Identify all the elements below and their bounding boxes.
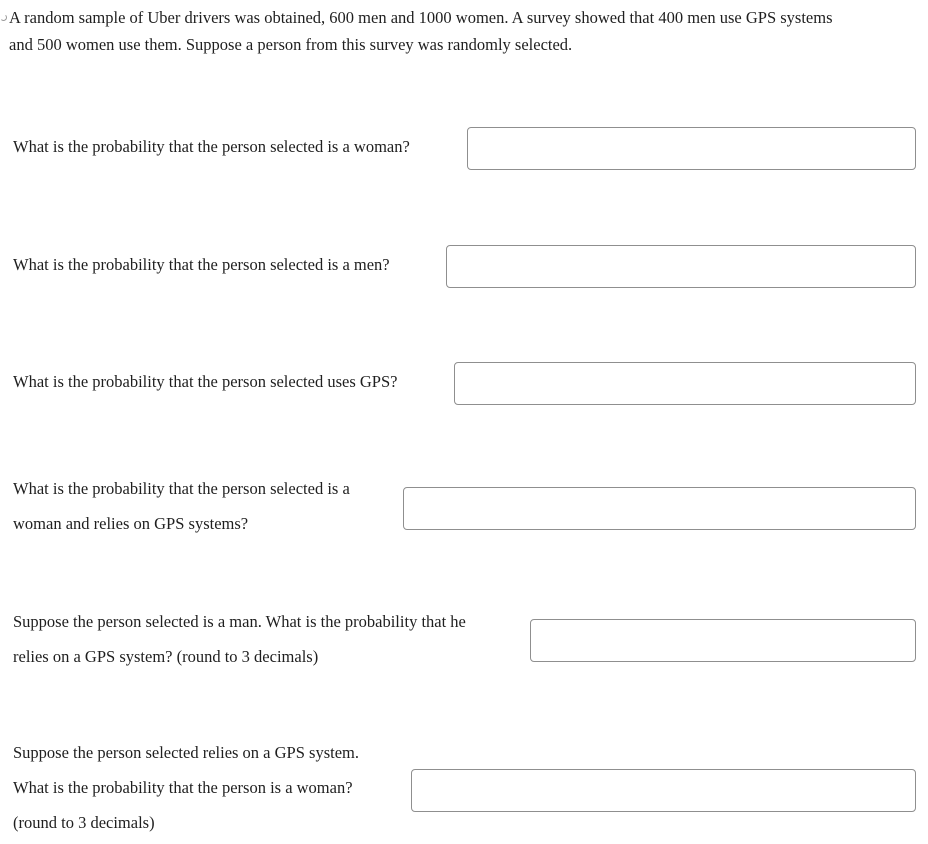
question-5-answer-input[interactable]: [530, 619, 916, 662]
question-1-text: [13, 129, 410, 164]
question-1-line-1: What is the probability that the person selected is a woman?: [13, 137, 410, 156]
question-4-line-2: woman and relies on GPS systems?: [13, 514, 249, 533]
question-5-text: [13, 604, 466, 674]
question-3-line-1: What is the probability that the person selected uses GPS?: [13, 372, 398, 391]
question-6-answer-input[interactable]: [411, 769, 916, 812]
question-6-line-1: Suppose the person selected relies on a GPS system.: [13, 743, 359, 762]
question-5-line-2: relies on a GPS system? (round to 3 decimals): [13, 647, 319, 666]
question-3-answer-input[interactable]: [454, 362, 916, 405]
question-2-line-1: What is the probability that the person selected is a men?: [13, 255, 390, 274]
question-marker-icon: [0, 14, 7, 21]
question-6-text: [13, 735, 359, 840]
question-6-line-2: What is the probability that the person is a woman?: [13, 778, 353, 797]
question-5-line-1: Suppose the person selected is a man. What is the probability that he: [13, 612, 466, 631]
question-2-text: [13, 247, 390, 282]
question-1-answer-input[interactable]: [467, 127, 916, 170]
question-4-line-1: What is the probability that the person selected is a: [13, 479, 350, 498]
problem-statement: [9, 4, 921, 58]
problem-statement-line-2: and 500 women use them. Suppose a person from this survey was randomly selected.: [9, 35, 573, 54]
question-2-answer-input[interactable]: [446, 245, 916, 288]
question-4-text: [13, 471, 350, 541]
question-3-text: [13, 364, 397, 399]
question-6-line-3: (round to 3 decimals): [13, 813, 155, 832]
question-4-answer-input[interactable]: [403, 487, 916, 530]
problem-statement-line-1: A random sample of Uber drivers was obtained, 600 men and 1000 women. A survey showed that 400 men use GPS systems: [9, 8, 833, 27]
